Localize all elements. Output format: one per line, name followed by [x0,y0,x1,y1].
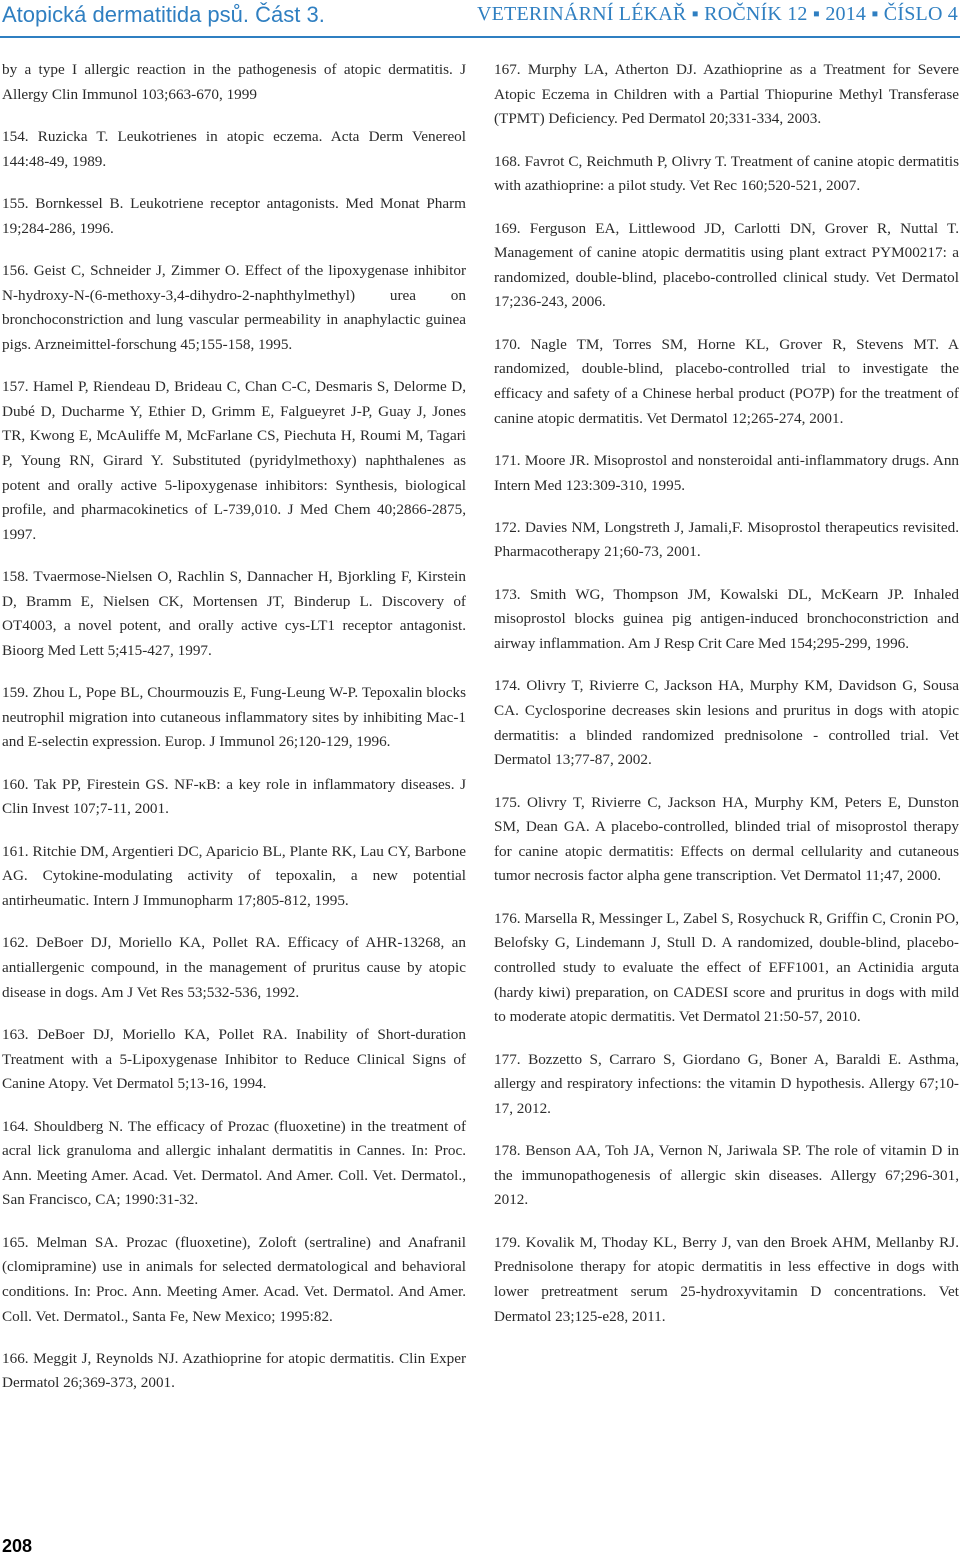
reference-number: 167. [494,61,521,78]
reference-entry [2,1115,466,1213]
reference-text: Bornkessel B. Leukotriene receptor antagonists. Med Monat Pharm 19;284-286, 1996. [2,194,467,237]
reference-entry [2,58,466,107]
reference-text: Melman SA. Prozac (fluoxetine), Zoloft (sertraline) and Anafranil (clomipramine) use in animals for selected dermatological and behavioral conditions. In: Proc. Ann. Meeting Amer. Acad. Vet. Dermatol. And Amer. Coll. Vet. Dermatol., Santa Fe, New Mexico; 1995:82. [2,1233,466,1325]
reference-number: 154. [2,127,29,145]
reference-text: Tak PP, Firestein GS. NF-κB: a key role in inflammatory diseases. J Clin Invest 107;7-11, 2001. [2,775,467,818]
reference-number: 165. [2,1233,29,1251]
reference-number: 177. [494,1050,521,1068]
reference-text: Davies NM, Longstreth J, Jamali,F. Misoprostol therapeutics revisited. Pharmacotherapy 21;60-73, 2001. [494,518,959,561]
reference-entry [494,1048,959,1122]
reference-entry [2,375,466,547]
reference-entry [494,1139,959,1213]
reference-number: 171. [494,451,521,469]
reference-text: Marsella R, Messinger L, Zabel S, Rosychuck R, Griffin C, Cronin PO, Belofsky G, Lindemann J, Stull D. A randomized, double-blind, placebo-controlled study to evaluate the effect of EFF1001, an Actinidia arguta (hardy kiwi) preparation, on CADESI score and pruritus in dogs with mild to moderate atopic dermatitis. Vet Dermatol 21:50-57, 2010. [494,909,960,1026]
reference-text: Zhou L, Pope BL, Chourmouzis E, Fung-Leung W-P. Tepoxalin blocks neutrophil migration into cutaneous inflammatory sites by inhibiting Mac-1 and E-selectin expression. Europ. J Immunol 26;120-129, 1996. [2,684,467,751]
reference-text: Ferguson EA, Littlewood JD, Carlotti DN, Grover R, Nuttal T. Management of canine atopic dermatitis using plant extract PYM00217: a randomized, double-blind, placebo-controlled clinical study. Vet Dermatol 17;236-243, 2006. [494,219,960,311]
reference-text: Bozzetto S, Carraro S, Giordano G, Boner A, Baraldi E. Asthma, allergy and respiratory infections: the vitamin D hypothesis. Allergy 67;10-17, 2012. [494,1050,959,1117]
reference-number: 176. [494,909,521,927]
reference-entry [2,565,466,663]
reference-number: 158. [2,568,29,586]
reference-text: DeBoer DJ, Moriello KA, Pollet RA. Efficacy of AHR-13268, an antiallergenic compound, in the management of pruritus cause by atopic disease in dogs. Am J Vet Res 53;532-536, 1992. [2,934,466,1001]
reference-text: Nagle TM, Torres SM, Horne KL, Grover R, Stevens MT. A randomized, double-blind, placebo-controlled trial to investigate the efficacy and safety of a Chinese herbal product (PO7P) for the treatment of canine atopic dermatitis. Vet Dermatol 12;265-274, 2001. [494,335,960,427]
reference-text: Favrot C, Reichmuth P, Olivry T. Treatment of canine atopic dermatitis with azathioprine: a pilot study. Vet Rec 160;520-521, 2007. [494,152,960,195]
reference-number: 172. [494,518,521,536]
reference-text: Meggit J, Reynolds NJ. Azathioprine for atopic dermatitis. Clin Exper Dermatol 26;369-373, 2001. [2,1349,466,1392]
reference-text: Kovalik M, Thoday KL, Berry J, van den Broek AHM, Mellanby RJ. Prednisolone therapy for atopic dermatitis in less effective in dogs with lower pretreatment serum 25-hydroxyvitamin D concentrations. Vet Dermatol 23;125-e28, 2011. [494,1233,960,1325]
reference-entry [2,1231,466,1329]
reference-entry [2,840,466,914]
header-divider [0,36,960,38]
references-left-column [2,58,466,1414]
page-number: 208 [2,1536,33,1556]
reference-text: by a type I allergic reaction in the pathogenesis of atopic dermatitis. J Allergy Clin Immunol 103;663-670, 1999 [2,61,466,103]
reference-text: Benson AA, Toh JA, Vernon N, Jariwala SP. The role of vitamin D in the immunopathogenesis of allergic skin diseases. Allergy 67;296-301, 2012. [494,1142,960,1209]
reference-number: 159. [2,684,29,702]
reference-entry [2,259,466,357]
running-header [0,0,960,36]
reference-number: 163. [2,1025,29,1043]
reference-number: 173. [494,585,521,603]
reference-entry [2,1347,466,1396]
reference-number: 157. [2,378,29,396]
reference-text: Murphy LA, Atherton DJ. Azathioprine as a Treatment for Severe Atopic Eczema in Children with a Partial Thiopurine Methyl Transferase (TPMT) Deficiency. Ped Dermatol 20;331-334, 2003. [494,61,960,128]
reference-entry [494,907,959,1030]
reference-entry [494,516,959,565]
reference-entry [2,125,466,174]
reference-entry [494,449,959,498]
reference-entry [2,931,466,1005]
article-running-title: Atopická dermatitida psů. Část 3. [2,2,325,27]
reference-text: Moore JR. Misoprostol and nonsteroidal anti-inflammatory drugs. Ann Intern Med 123:309-310, 1995. [494,451,960,494]
references-right-column [494,58,959,1347]
reference-text: Olivry T, Rivierre C, Jackson HA, Murphy KM, Davidson G, Sousa CA. Cyclosporine decreases skin lesions and pruritus in dogs with atopic dermatitis: a blinded randomized prednisolone - controlled trial. Vet Dermatol 13;77-87, 2002. [494,677,960,769]
reference-text: Ritchie DM, Argentieri DC, Aparicio BL, Plante RK, Lau CY, Barbone AG. Cytokine-modulating activity of tepoxalin, a new potential antirheumatic. Intern J Immunopharm 17;805-812, 1995. [2,842,466,909]
reference-entry [494,791,959,889]
reference-entry [494,583,959,657]
reference-entry [494,674,959,772]
reference-text: Shouldberg N. The efficacy of Prozac (fluoxetine) in the treatment of acral lick granuloma and allergic inhalant dermatitis in Cannes. In: Proc. Ann. Meeting Amer. Acad. Vet. Dermatol. And Amer. Coll. Vet. Dermatol., San Francisco, CA; 1990:31-32. [2,1117,467,1209]
reference-entry [494,217,959,315]
reference-number: 169. [494,219,521,237]
reference-number: 168. [494,152,521,170]
reference-entry [2,192,466,241]
reference-number: 156. [2,261,29,279]
reference-number: 178. [494,1142,521,1160]
reference-entry [2,1023,466,1097]
reference-text: Smith WG, Thompson JM, Kowalski DL, McKearn JP. Inhaled misoprostol blocks guinea pig antigen-induced bronchoconstriction and airway inflammation. Am J Resp Crit Care Med 154;295-299, 1996. [494,585,959,653]
reference-entry [494,58,959,132]
reference-entry [494,150,959,199]
reference-text: Geist C, Schneider J, Zimmer O. Effect of the lipoxygenase inhibitor N-hydroxy-N-(6-methoxy-3,4-dihydro-2-naphthylmethyl) urea on bronchoconstriction and lung vascular permeability in anaphylactic guinea pigs. Arzneimittel-forschung 45;155-158, 1995. [2,261,467,353]
reference-number: 175. [494,793,521,811]
reference-number: 170. [494,335,521,353]
reference-entry [494,1231,959,1329]
reference-number: 155. [2,194,29,212]
reference-number: 161. [2,842,29,860]
reference-number: 162. [2,934,29,952]
reference-number: 160. [2,775,29,793]
journal-running-title: VETERINÁRNÍ LÉKAŘ ▪ ROČNÍK 12 ▪ 2014 ▪ ČÍSLO 4 [476,3,958,25]
reference-text: DeBoer DJ, Moriello KA, Pollet RA. Inability of Short-duration Treatment with a 5-Lipoxygenase Inhibitor to Reduce Clinical Signs of Canine Atopy. Vet Dermatol 5;13-16, 1994. [2,1025,466,1093]
reference-text: Ruzicka T. Leukotrienes in atopic eczema. Acta Derm Venereol 144:48-49, 1989. [2,127,466,170]
reference-entry [2,681,466,755]
reference-text: Tvaermose-Nielsen O, Rachlin S, Dannacher H, Bjorkling F, Kirstein D, Bramm E, Nielsen CK, Mortensen JT, Binderup L. Discovery of OT4003, a novel potent, and orally active cys-LT1 receptor antagonist. Bioorg Med Lett 5;415-427, 1997. [2,568,466,659]
reference-entry [2,773,466,822]
reference-number: 166. [2,1349,29,1367]
reference-text: Hamel P, Riendeau D, Brideau C, Chan C-C, Desmaris S, Delorme D, Dubé D, Ducharme Y, Ethier D, Grimm E, Falgueyret J-P, Guay J, Jones TR, Kwong E, McAuliffe M, McFarlane CS, Piechuta H, Roumi M, Tagari P, Young RN, Girard Y. Substituted (pyridylmethoxy) naphthalenes as potent and orally active 5-lipoxygenase inhibitors: Synthesis, biological profile, and pharmacokinetics of L-739,010. J Med Chem 40;2866-2875, 1997. [2,378,466,543]
reference-number: 179. [494,1233,521,1251]
reference-entry [494,333,959,431]
reference-number: 164. [2,1117,29,1135]
reference-text: Olivry T, Rivierre C, Jackson HA, Murphy KM, Peters E, Dunston SM, Dean GA. A placebo-controlled, blinded trial of misoprostol therapy for canine atopic dermatitis: Effects on dermal cellularity and cutaneous tumor necrosis factor alpha gene transcription. Vet Dermatol 11;47, 2000. [494,793,960,885]
reference-number: 174. [494,677,521,695]
